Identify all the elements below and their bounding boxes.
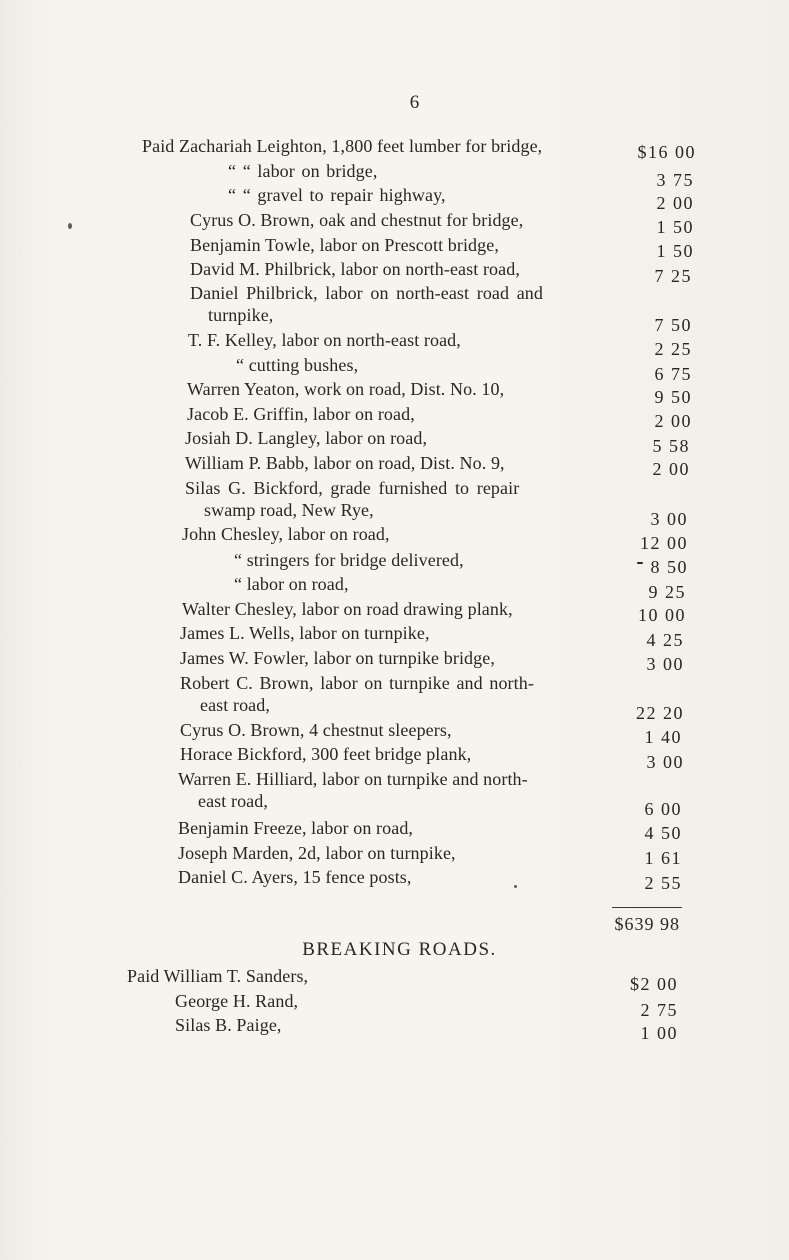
section-heading: BREAKING ROADS. bbox=[302, 939, 497, 960]
entry-text: Daniel Philbrick, labor on north-east road and bbox=[190, 283, 544, 303]
entry-amount: 7 25 bbox=[654, 266, 692, 286]
paper-speck bbox=[637, 562, 643, 564]
entry-text: James L. Wells, labor on turnpike, bbox=[180, 623, 430, 643]
entry-amount: 2 00 bbox=[656, 193, 694, 213]
paper-speck bbox=[514, 885, 517, 888]
entry-text: “ labor on road, bbox=[234, 574, 349, 594]
entry-amount: 2 55 bbox=[644, 873, 682, 893]
entry-text: Benjamin Towle, labor on Prescott bridge, bbox=[190, 235, 499, 255]
total-rule bbox=[612, 907, 682, 908]
entry-amount: 4 50 bbox=[644, 823, 682, 843]
entry-amount: 7 50 bbox=[654, 315, 692, 335]
entry-text: Jacob E. Griffin, labor on road, bbox=[187, 404, 415, 424]
entry-amount: 3 75 bbox=[656, 170, 694, 190]
entry-text: Daniel C. Ayers, 15 fence posts, bbox=[178, 867, 412, 887]
entry-amount: 9 50 bbox=[654, 387, 692, 407]
entry-amount: 6 75 bbox=[654, 364, 692, 384]
entry-amount: 10 00 bbox=[638, 605, 686, 625]
entry-amount: 2 00 bbox=[654, 411, 692, 431]
entry-amount: $2 00 bbox=[630, 974, 678, 994]
entry-text: Paid Zachariah Leighton, 1,800 feet lumber for bridge, bbox=[142, 136, 543, 156]
entry-text: Paid William T. Sanders, bbox=[127, 966, 309, 986]
total-amount: $639 98 bbox=[614, 914, 680, 934]
entry-text: James W. Fowler, labor on turnpike bridge, bbox=[180, 648, 495, 668]
entry-amount: 2 25 bbox=[654, 339, 692, 359]
entry-text: Silas B. Paige, bbox=[175, 1015, 282, 1035]
entry-text: “ cutting bushes, bbox=[236, 355, 359, 375]
entry-amount: 1 00 bbox=[640, 1023, 678, 1043]
entry-text: turnpike, bbox=[208, 305, 274, 325]
entry-amount: 22 20 bbox=[636, 703, 684, 723]
entry-text: John Chesley, labor on road, bbox=[182, 524, 390, 544]
entry-text: “ “ gravel to repair highway, bbox=[228, 185, 446, 205]
entry-amount: 6 00 bbox=[644, 799, 682, 819]
entry-text: Benjamin Freeze, labor on road, bbox=[178, 818, 414, 838]
entry-text: east road, bbox=[198, 791, 268, 811]
entry-amount: 1 50 bbox=[656, 217, 694, 237]
entry-amount: $16 00 bbox=[637, 142, 696, 162]
entry-text: Warren E. Hilliard, labor on turnpike and north- bbox=[178, 769, 528, 789]
entry-text: Josiah D. Langley, labor on road, bbox=[185, 428, 428, 448]
entry-amount: 1 50 bbox=[656, 241, 694, 261]
entry-text: Horace Bickford, 300 feet bridge plank, bbox=[180, 744, 472, 764]
entry-amount: 9 25 bbox=[648, 582, 686, 602]
entry-amount: 1 40 bbox=[644, 727, 682, 747]
entry-text: swamp road, New Rye, bbox=[204, 500, 374, 520]
entry-text: east road, bbox=[200, 695, 270, 715]
entry-text: “ stringers for bridge delivered, bbox=[234, 550, 464, 570]
entry-amount: 2 75 bbox=[640, 1000, 678, 1020]
entry-text: George H. Rand, bbox=[175, 991, 299, 1011]
entry-amount: 3 00 bbox=[646, 752, 684, 772]
entry-amount: 8 50 bbox=[650, 557, 688, 577]
entry-text: Warren Yeaton, work on road, Dist. No. 10, bbox=[187, 379, 505, 399]
entry-text: “ “ labor on bridge, bbox=[228, 161, 378, 181]
entry-amount: 4 25 bbox=[646, 630, 684, 650]
entry-text: Robert C. Brown, labor on turnpike and north- bbox=[180, 673, 534, 693]
entry-amount: 3 00 bbox=[650, 509, 688, 529]
entry-text: William P. Babb, labor on road, Dist. No. 9, bbox=[185, 453, 505, 473]
entry-text: David M. Philbrick, labor on north-east road, bbox=[190, 259, 520, 279]
entry-text: T. F. Kelley, labor on north-east road, bbox=[188, 330, 461, 350]
entry-amount: 5 58 bbox=[652, 436, 690, 456]
entry-text: Joseph Marden, 2d, labor on turnpike, bbox=[178, 843, 456, 863]
entry-text: Cyrus O. Brown, oak and chestnut for bridge, bbox=[190, 210, 524, 230]
entry-amount: 1 61 bbox=[644, 848, 682, 868]
entry-amount: 12 00 bbox=[640, 533, 688, 553]
entry-amount: 3 00 bbox=[646, 654, 684, 674]
page-number: 6 bbox=[409, 92, 420, 113]
entry-amount: 2 00 bbox=[652, 459, 690, 479]
paper-speck bbox=[68, 223, 72, 229]
entry-text: Walter Chesley, labor on road drawing plank, bbox=[182, 599, 513, 619]
entry-text: Cyrus O. Brown, 4 chestnut sleepers, bbox=[180, 720, 452, 740]
entry-text: Silas G. Bickford, grade furnished to repair bbox=[185, 478, 520, 498]
